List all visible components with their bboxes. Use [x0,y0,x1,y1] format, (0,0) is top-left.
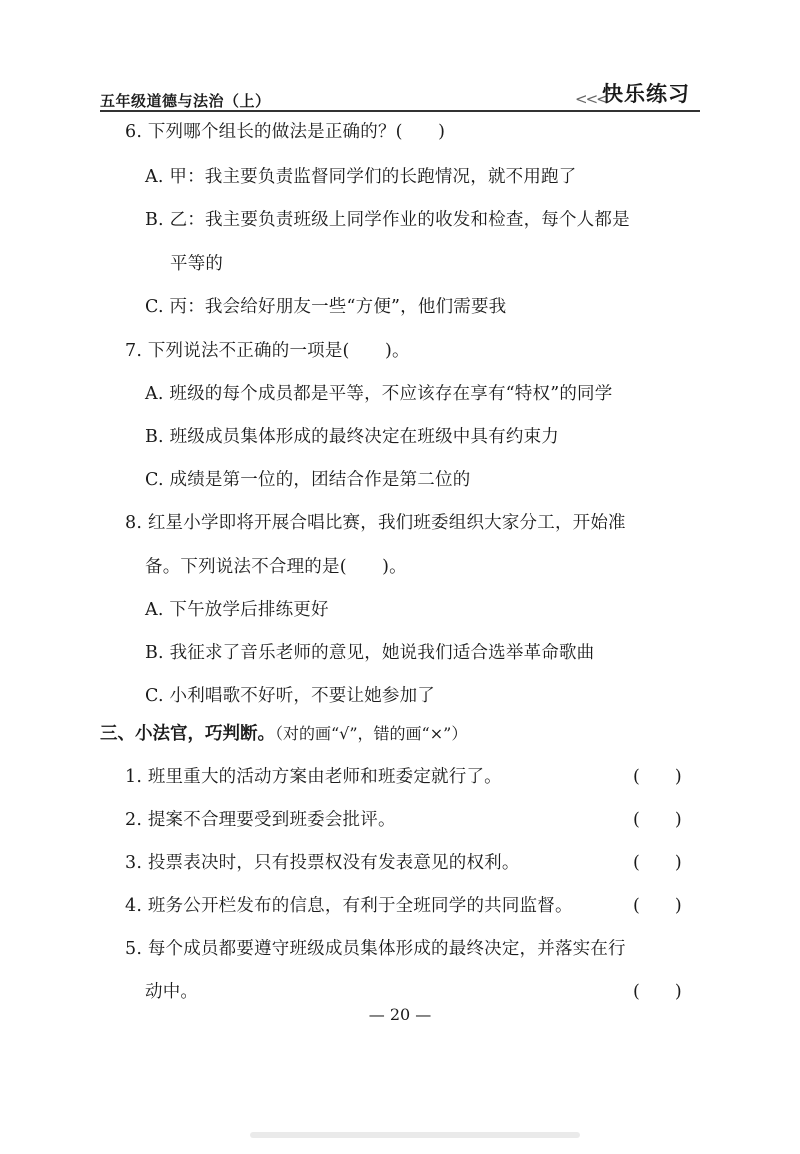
judge-item-4: 4. 班务公开栏发布的信息，有利于全班同学的共同监督。 [125,896,573,916]
judge-item-4-blank[interactable]: ( ) [633,896,682,916]
section-3-title: 三、小法官，巧判断。 [100,724,275,744]
section-3-heading [100,720,467,745]
judge-item-2-blank[interactable]: ( ) [633,810,682,830]
judge-item-3-blank[interactable]: ( ) [633,853,682,873]
book-title: 五年级道德与法治（上） [100,92,271,110]
question-8-option-c: C. 小利唱歌不好听，不要让她参加了 [145,686,435,706]
judge-item-1-blank[interactable]: ( ) [633,767,682,787]
judge-item-1: 1. 班里重大的活动方案由老师和班委定就行了。 [125,767,502,787]
question-8-stem-cont: 备。下列说法不合理的是( )。 [145,557,407,577]
section-3-instructions: （对的画“√”，错的画“×”） [275,724,468,743]
question-7-stem: 7. 下列说法不正确的一项是( )。 [125,341,410,361]
judge-item-5-blank[interactable]: ( ) [633,982,682,1002]
question-8-stem: 8. 红星小学即将开展合唱比赛，我们班委组织大家分工，开始准 [125,513,626,533]
question-8-option-b: B. 我征求了音乐老师的意见，她说我们适合选举革命歌曲 [145,643,595,663]
question-6-option-c: C. 丙：我会给好朋友一些“方便”，他们需要我 [145,297,507,317]
chevron-decor-icon: <<< [575,90,607,108]
judge-item-2: 2. 提案不合理要受到班委会批评。 [125,810,396,830]
page-header [100,72,700,112]
judge-item-3: 3. 投票表决时，只有投票权没有发表意见的权利。 [125,853,520,873]
header-rule [100,110,700,112]
question-6-stem: 6. 下列哪个组长的做法是正确的？( ) [125,122,446,142]
question-6-option-a: A. 甲：我主要负责监督同学们的长跑情况，就不用跑了 [145,167,577,187]
question-7-option-b: B. 班级成员集体形成的最终决定在班级中具有约束力 [145,427,559,447]
judge-item-5-cont: 动中。 [145,982,199,1002]
question-7-option-c: C. 成绩是第一位的，团结合作是第二位的 [145,470,471,490]
question-8-option-a: A. 下午放学后排练更好 [145,600,329,620]
question-7-option-a: A. 班级的每个成员都是平等，不应该存在享有“特权”的同学 [145,384,613,404]
page-number: — 20 — [368,1005,432,1024]
question-6-option-b-cont: 平等的 [170,254,224,274]
section-brand: 快乐练习 [602,82,690,106]
question-6-option-b: B. 乙：我主要负责班级上同学作业的收发和检查，每个人都是 [145,210,630,230]
judge-item-5: 5. 每个成员都要遵守班级成员集体形成的最终决定，并落实在行 [125,939,626,959]
footer-faded-text [250,1132,580,1138]
